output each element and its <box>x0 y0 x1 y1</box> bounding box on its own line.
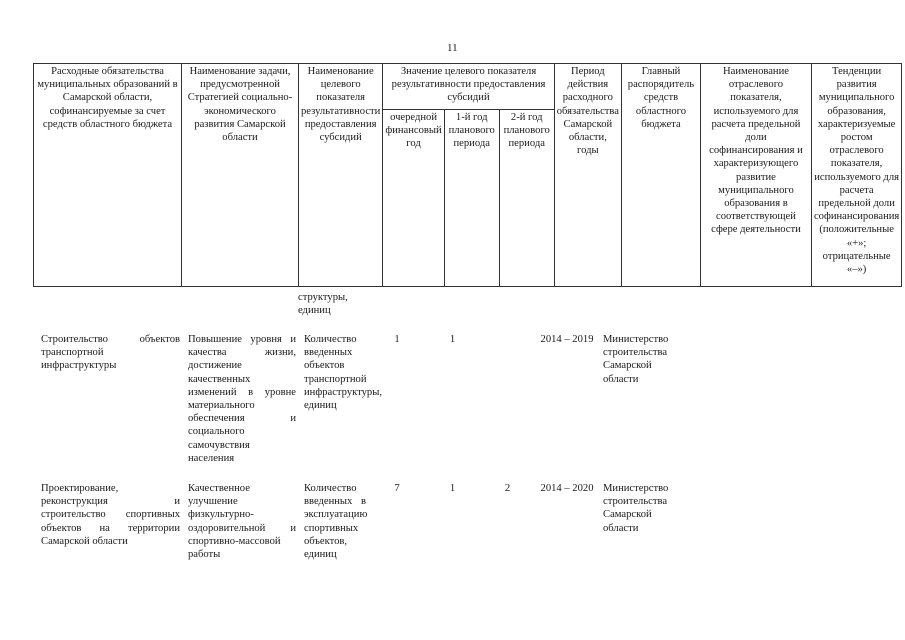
header-indicator-name: Наименование целевого показателя результативности предоставления субсидий <box>299 64 383 287</box>
header-trends: Тенденции развития муниципального образования, характеризуемые ростом отраслевого показателя, используемого для расчета предельной доли софинансирования (положительные «+»; отрицательные «–») <box>811 64 901 287</box>
indicator-cell: Количество введенных объектов транспортной инфраструктуры, единиц <box>304 334 382 412</box>
value-current-year: 1 <box>394 334 400 345</box>
indicator-cell: Количество введенных в эксплуатацию спортивных объектов, единиц <box>304 483 368 561</box>
header-indicator-values: Значение целевого показателя результативности предоставления субсидий <box>383 64 554 110</box>
header-period: Период действия расходного обязательства Самарской области, годы <box>554 64 621 287</box>
table-header <box>33 63 902 287</box>
ministry-cell: Министерство строительства Самарской области <box>603 334 669 385</box>
value-plan-year-1: 1 <box>449 483 456 494</box>
obligation-cell: Строительство объектов транспортной инфраструктуры <box>41 334 180 372</box>
continuation-text: структуры, единиц <box>298 292 348 317</box>
task-cell: Повышение уровня и качества жизни, достижение качественных изменений в уровне материального обеспечения и социального самочувствия населения <box>188 334 296 464</box>
value-plan-year-1: 1 <box>449 334 456 345</box>
period-cell: 2014 – 2020 <box>540 483 594 494</box>
value-plan-year-2: 2 <box>504 483 511 494</box>
value-current-year: 7 <box>394 483 400 494</box>
task-cell: Качественное улучшение физкультурно-оздоровительной и спортивно-массовой работы <box>188 483 296 561</box>
period-cell: 2014 – 2019 <box>540 334 594 345</box>
page-number: 11 <box>447 42 458 54</box>
header-plan-year-1: 1-й год планового периода <box>444 110 499 287</box>
header-current-year: очередной финансовый год <box>383 110 444 287</box>
header-plan-year-2: 2-й год планового периода <box>499 110 554 287</box>
obligation-cell: Проектирование, реконструкция и строительство спортивных объектов на территории Самарской области <box>41 483 180 547</box>
header-obligations: Расходные обязательства муниципальных образований в Самарской области, софинансируемые за счет средств областного бюджета <box>34 64 182 287</box>
header-task: Наименование задачи, предусмотренной Стратегией социально-экономического развития Самарской области <box>182 64 299 287</box>
header-sector-indicator: Наименование отраслевого показателя, используемого для расчета предельной доли софинансирования и характеризующего развитие муниципального образования в соответствующей сфере деятельности <box>700 64 811 287</box>
ministry-cell: Министерство строительства Самарской области <box>603 483 669 534</box>
header-administrator: Главный распорядитель средств областного бюджета <box>621 64 700 287</box>
